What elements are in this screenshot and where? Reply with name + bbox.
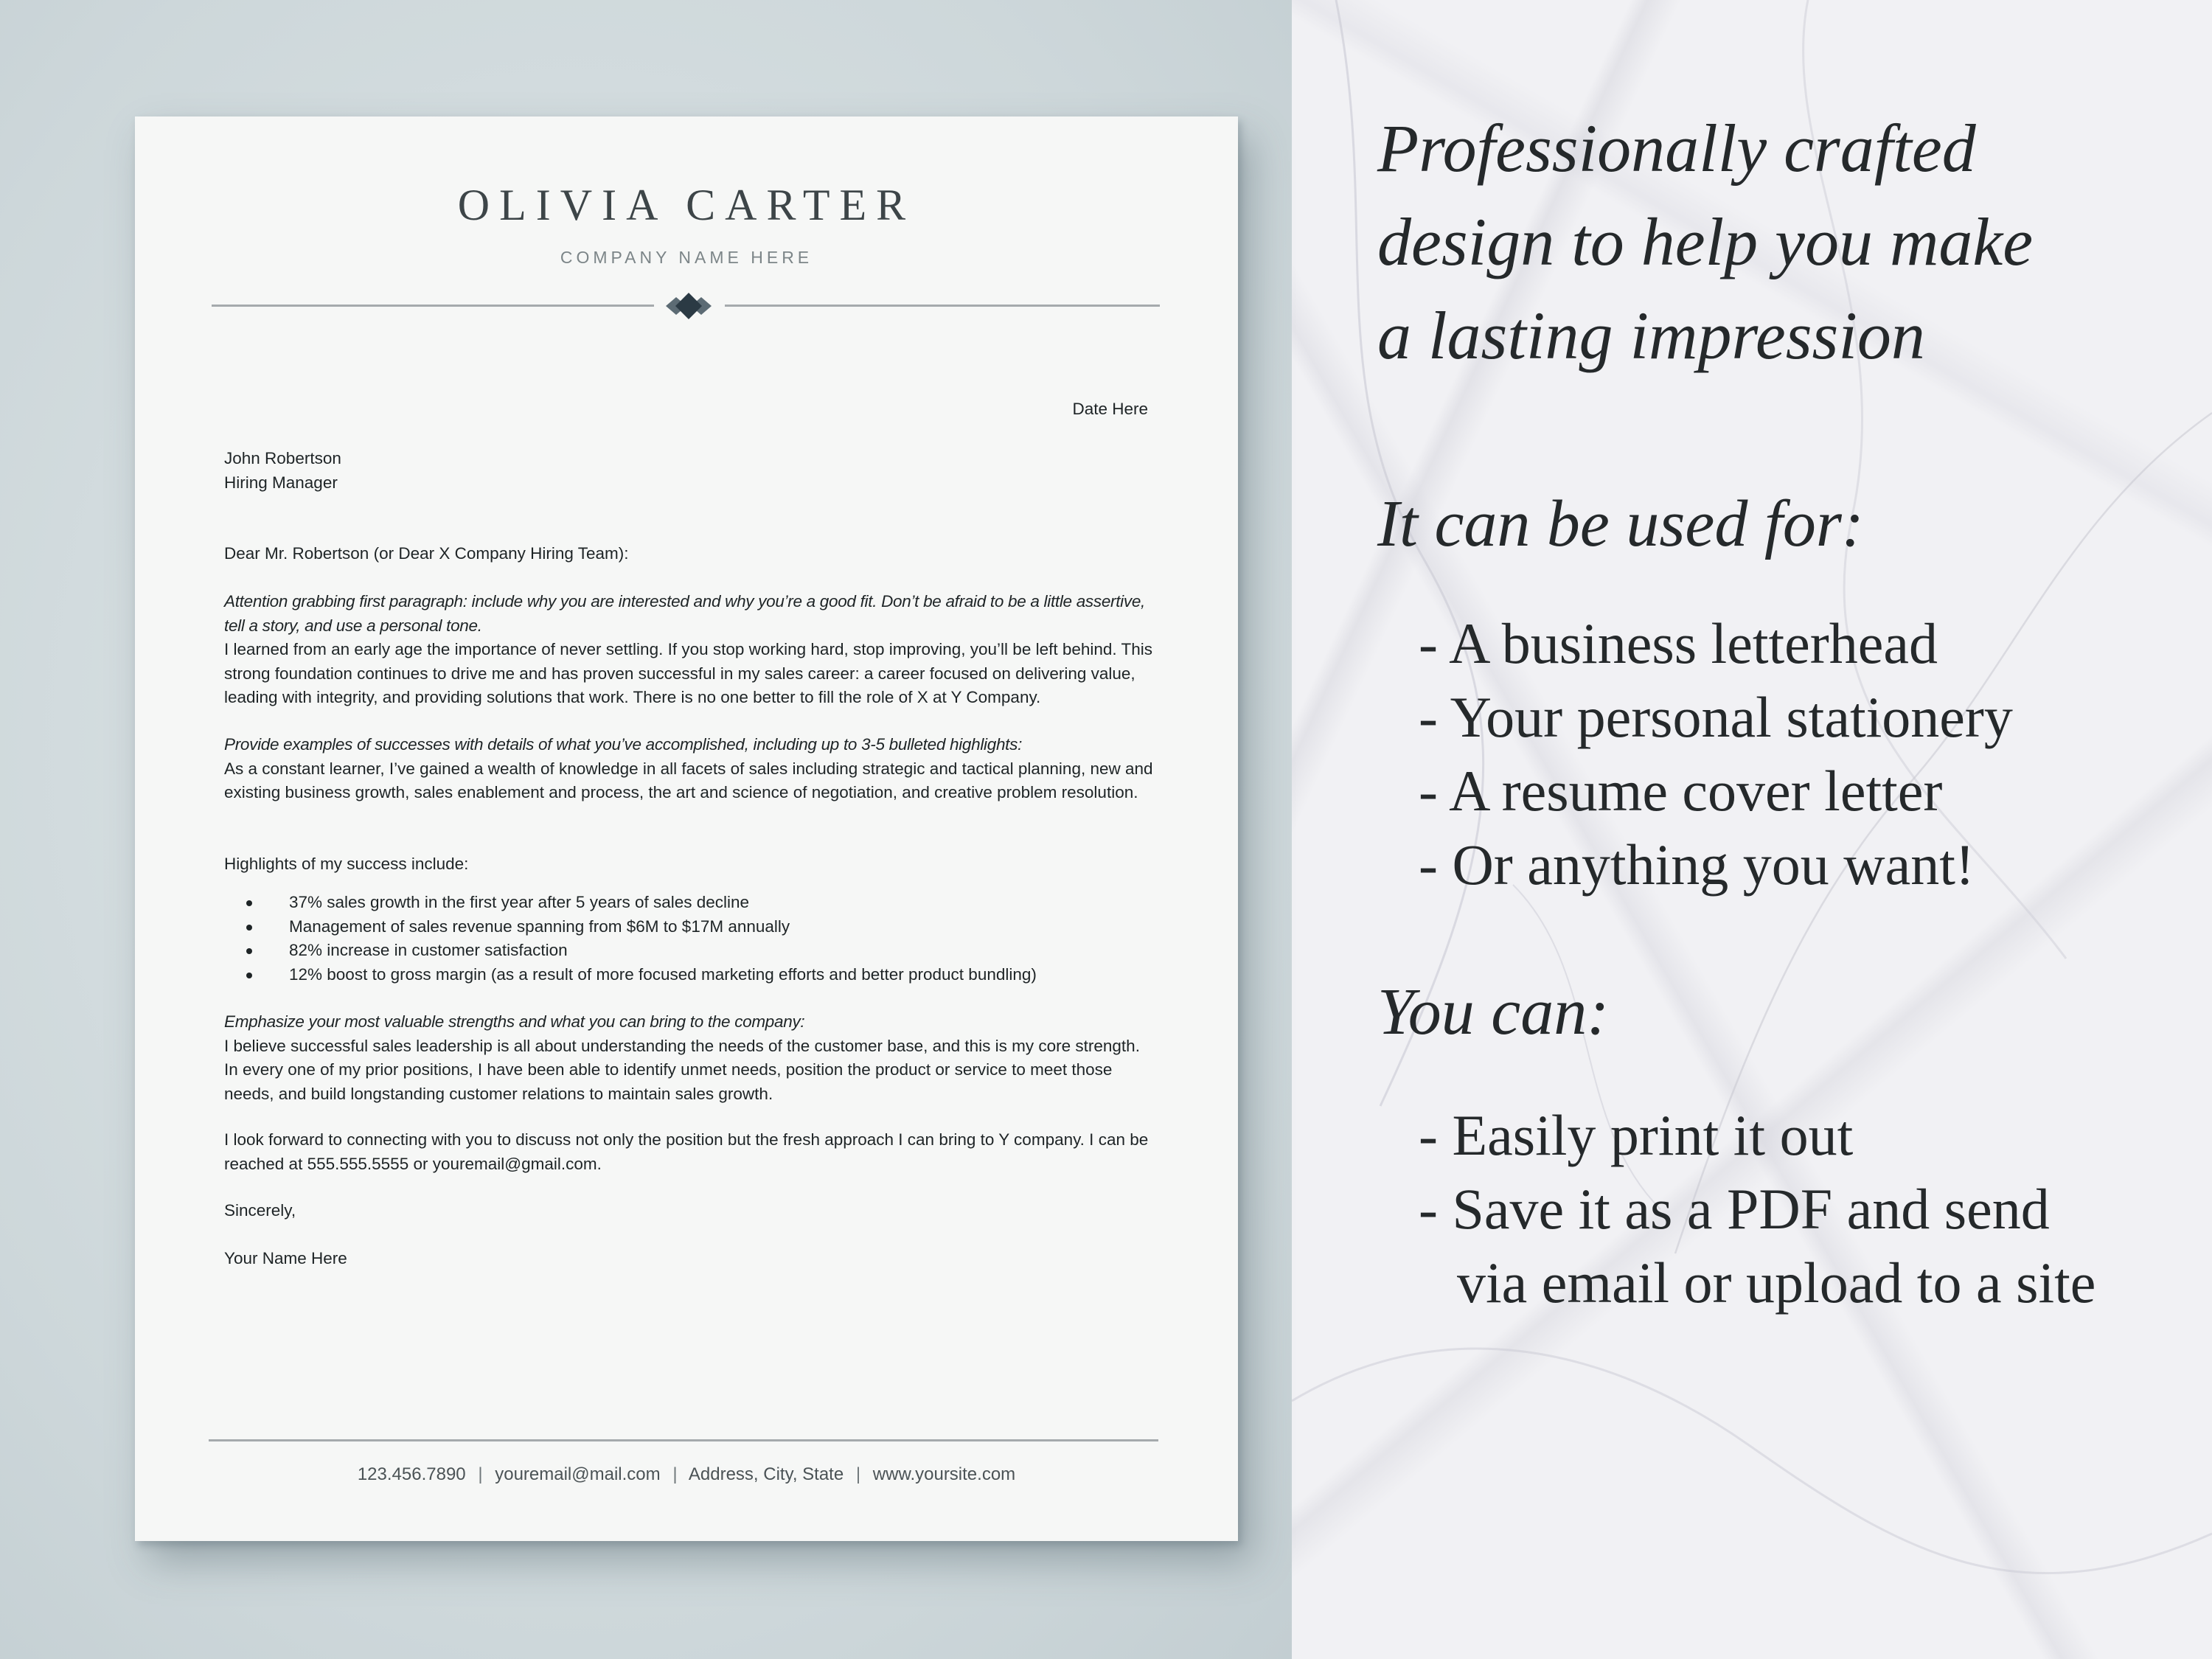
paragraph-3-prompt: Emphasize your most valuable strengths and what you can bring to the company:	[224, 1012, 805, 1031]
paragraph-2-body: As a constant learner, I’ve gained a wealth of knowledge in all facets of sales including strategic and tactical planning, new and existing business growth, sales enablement and process, the art and science of negotiation, and creative problem resolution.	[224, 759, 1153, 801]
headline-line: Professionally crafted	[1377, 111, 1976, 186]
list-item: 12% boost to gross margin (as a result of more focused marketing efforts and better product bundling)	[224, 963, 1153, 987]
list-item: - Easily print it out	[1419, 1103, 1854, 1167]
you-can-list	[1419, 1099, 2212, 1320]
paragraph-4	[224, 1128, 1153, 1176]
closing-text: Sincerely,	[224, 1201, 296, 1220]
footer-website: www.yoursite.com	[872, 1464, 1016, 1484]
letter-page	[135, 116, 1238, 1541]
contact-footer	[135, 1464, 1238, 1485]
paragraph-1-body: I learned from an early age the importance of never settling. If you stop working hard, stop improving, you’ll be left behind. This strong foundation continues to drive me and has proven successful in my sales career: a career focused on delivering value, leading with integrity, and providing solutions that work. There is no one better to fill the role of X at Y Company.	[224, 640, 1153, 706]
salutation	[224, 542, 1153, 566]
used-for-heading: It can be used for:	[1377, 487, 1864, 560]
recipient-title: Hiring Manager	[224, 473, 338, 492]
header-rule-right	[725, 305, 1160, 307]
footer-rule	[209, 1439, 1158, 1441]
diamond-ornament-icon	[655, 289, 722, 323]
footer-separator: |	[672, 1464, 678, 1484]
footer-separator: |	[855, 1464, 861, 1484]
list-item: - A resume cover letter	[1419, 759, 1943, 823]
recipient-name: John Robertson	[224, 449, 341, 467]
letter-date: Date Here	[1072, 400, 1148, 418]
recipient-block	[224, 447, 1153, 495]
list-item: Management of sales revenue spanning from $6M to $17M annually	[224, 915, 1153, 939]
letterhead-company: COMPANY NAME HERE	[560, 248, 813, 267]
promo-headline	[1377, 102, 2188, 383]
list-item-continuation: via email or upload to a site	[1457, 1251, 2096, 1315]
footer-separator: |	[478, 1464, 483, 1484]
header-rule-left	[212, 305, 654, 307]
paragraph-1	[224, 590, 1153, 710]
highlights-intro-text: Highlights of my success include:	[224, 855, 469, 873]
paragraph-3-body: I believe successful sales leadership is all about understanding the needs of the customer base, and this is my core strength. In every one of my prior positions, I have been able to identify unmet needs, position the product or service to meet those needs, and build longstanding customer relations to maintain sales growth.	[224, 1036, 1140, 1103]
list-item: - Your personal stationery	[1419, 685, 2013, 749]
paragraph-2-prompt: Provide examples of successes with details of what you’ve accomplished, including up to 3-5 bulleted highlights:	[224, 735, 1023, 754]
footer-phone: 123.456.7890	[357, 1464, 466, 1484]
headline-line: a lasting impression	[1377, 298, 1925, 373]
paragraph-1-prompt: Attention grabbing first paragraph: include why you are interested and why you’re a good fit. Don’t be afraid to be a little assertive, tell a story, and use a personal tone.	[224, 592, 1145, 635]
list-item: - A business letterhead	[1419, 611, 1938, 675]
highlights-list	[224, 891, 1153, 987]
highlights-intro	[224, 852, 1153, 877]
paragraph-2	[224, 733, 1153, 805]
signature	[224, 1247, 1153, 1271]
list-item: - Or anything you want!	[1419, 832, 1975, 897]
you-can-heading: You can:	[1377, 975, 1610, 1048]
letterhead-name: OLIVIA CARTER	[457, 181, 916, 229]
paragraph-3	[224, 1010, 1153, 1106]
footer-email: youremail@mail.com	[495, 1464, 661, 1484]
headline-line: design to help you make	[1377, 204, 2034, 279]
closing	[224, 1199, 1153, 1223]
list-item: - Save it as a PDF and send	[1419, 1177, 2050, 1241]
salutation-text: Dear Mr. Robertson (or Dear X Company Hiring Team):	[224, 544, 629, 563]
used-for-list	[1419, 607, 2212, 902]
footer-address: Address, City, State	[688, 1464, 844, 1484]
list-item: 82% increase in customer satisfaction	[224, 939, 1153, 963]
list-item: 37% sales growth in the first year after 5 years of sales decline	[224, 891, 1153, 915]
signature-text: Your Name Here	[224, 1249, 347, 1267]
paragraph-4-body: I look forward to connecting with you to discuss not only the position but the fresh approach I can bring to Y company. I can be reached at 555.555.5555 or youremail@gmail.com.	[224, 1130, 1149, 1173]
